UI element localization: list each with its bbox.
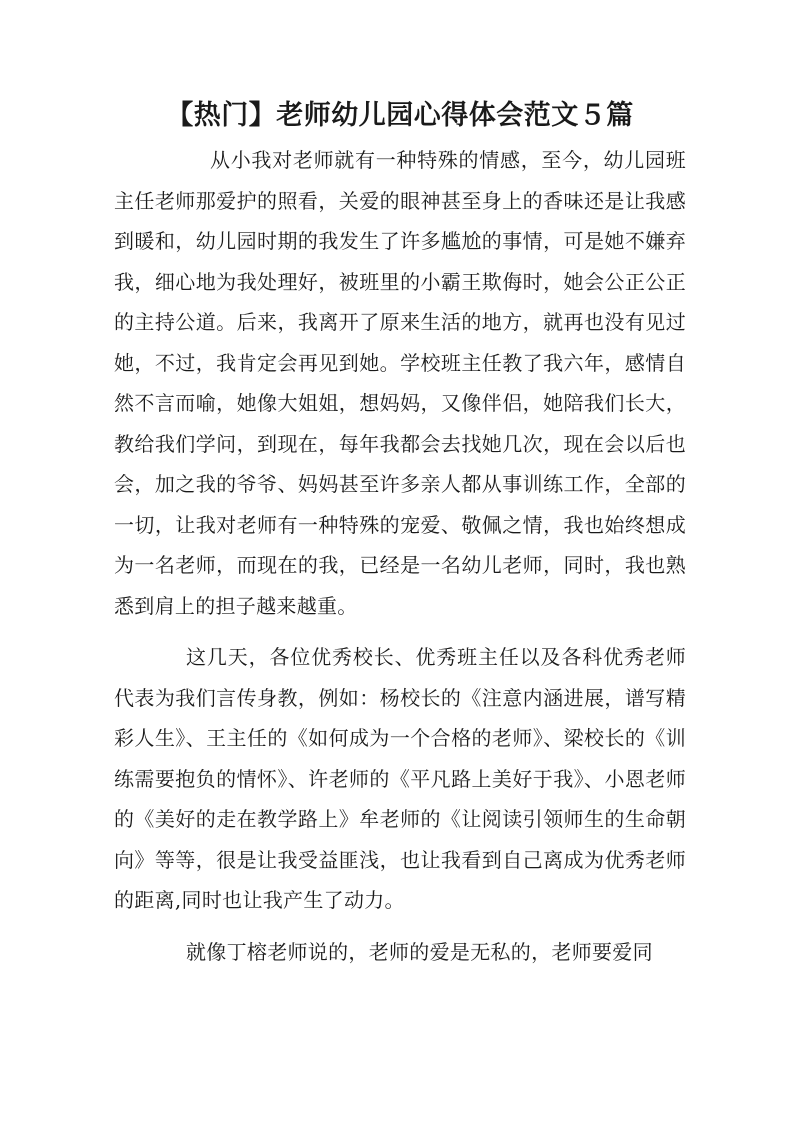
document-title: 【热门】老师幼儿园心得体会范文５篇 [166,100,634,131]
paragraph-2: 这几天，各位优秀校长、优秀班主任以及各科优秀老师代表为我们言传身教，例如：杨校长的《注意内涵进展，谱写精彩人生》、王主任的《如何成为一个合格的老师》、梁校长的《训练需要抱负的情怀》、许老师的《平凡路上美好于我》、小恩老师的《美好的走在教学路上》牟老师的《让阅读引领师生的生命朝向》等等，很是让我受益匪浅，也让我看到自己离成为优秀老师的距离,同时也让我产生了动力。 [114,645,686,912]
paragraph-3: 就像丁榕老师说的，老师的爱是无私的，老师要爱同 [186,939,653,964]
document-body [114,140,686,972]
paragraph-1: 从小我对老师就有一种特殊的情感，至今，幼儿园班主任老师那爱护的照看，关爱的眼神甚至身上的香味还是让我感到暖和，幼儿园时期的我发生了许多尴尬的事情，可是她不嫌弃我，细心地为我处理好，被班里的小霸王欺侮时，她会公正公正的主持公道。后来，我离开了原来生活的地方，就再也没有见过她，不过，我肯定会再见到她。学校班主任教了我六年，感情自然不言而喻，她像大姐姐，想妈妈，又像伴侣，她陪我们长大，教给我们学问，到现在，每年我都会去找她几次，现在会以后也会，加之我的爷爷、妈妈甚至许多亲人都从事训练工作，全部的一切，让我对老师有一种特殊的宠爱、敬佩之情，我也始终想成为一名老师，而现在的我，已经是一名幼儿老师，同时，我也熟悉到肩上的担子越来越重。 [114,148,686,618]
